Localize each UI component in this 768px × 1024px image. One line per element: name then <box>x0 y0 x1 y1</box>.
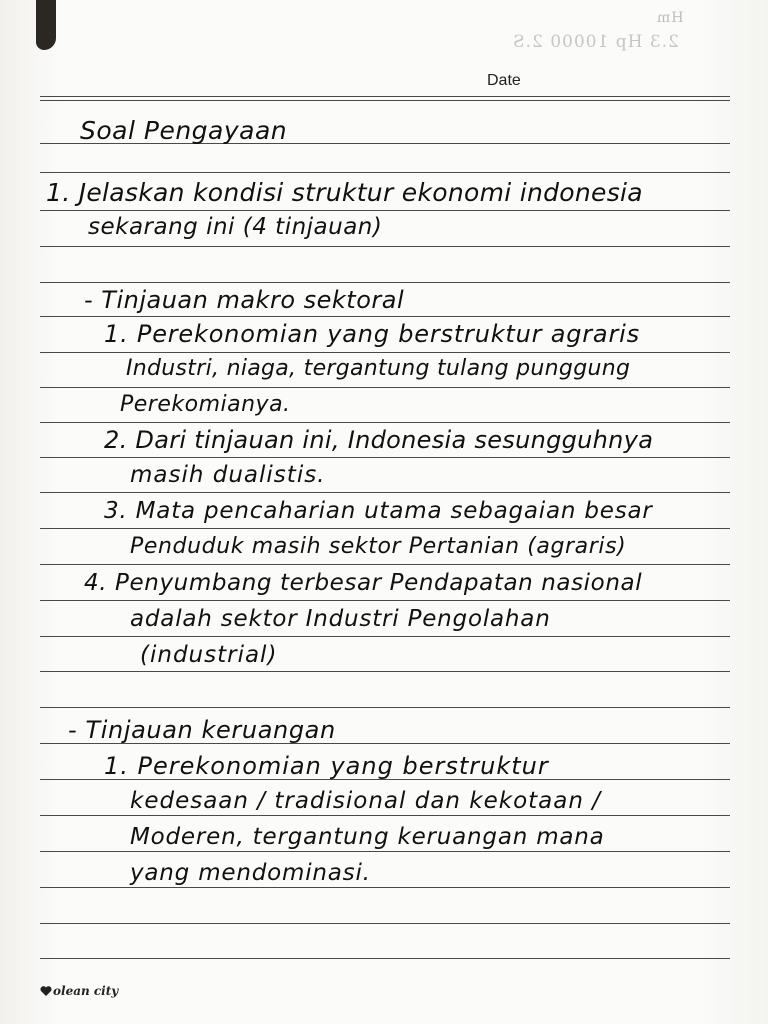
keruangan-item-1-line-1: 1. Perekonomian yang berstruktur <box>104 752 549 780</box>
notebook-brand <box>40 984 118 998</box>
ruled-line <box>40 600 730 601</box>
makro-item-2-line-1: 2. Dari tinjauan ini, Indonesia sesungguhnya <box>104 426 654 454</box>
ruled-line <box>40 352 730 353</box>
section-heading-makro: - Tinjauan makro sektoral <box>84 286 405 314</box>
keruangan-item-1-line-4: yang mendominasi. <box>130 860 371 886</box>
ruled-line <box>40 671 730 672</box>
ruled-line <box>40 851 730 852</box>
ruled-line <box>40 636 730 637</box>
ruled-line <box>40 246 730 247</box>
ruled-line <box>40 815 730 816</box>
makro-item-1-line-1: 1. Perekonomian yang berstruktur agraris <box>104 320 640 348</box>
makro-item-1-line-2: Industri, niaga, tergantung tulang punggung <box>126 356 631 381</box>
corner-note-1: Hm <box>656 10 684 26</box>
brand-text: olean city <box>53 984 119 998</box>
ruled-line <box>40 387 730 388</box>
keruangan-item-1-line-2: kedesaan / tradisional dan kekotaan / <box>130 788 602 814</box>
heart-icon <box>40 985 52 997</box>
page-title: Soal Pengayaan <box>80 116 288 145</box>
corner-note-2: 2.3 Hp 10000 2.S <box>512 32 679 52</box>
makro-item-4-line-1: 4. Penyumbang terbesar Pendapatan nasional <box>84 570 643 596</box>
date-label: Date <box>487 72 521 89</box>
ruled-line <box>40 707 730 708</box>
ruled-line <box>40 528 730 529</box>
makro-item-2-line-2: masih dualistis. <box>130 462 326 488</box>
ruled-line <box>40 210 730 211</box>
ruled-line <box>40 923 730 924</box>
makro-item-3-line-2: Penduduk masih sektor Pertanian (agraris) <box>130 534 627 559</box>
header-rule <box>40 96 730 97</box>
ruled-line <box>40 316 730 317</box>
makro-item-4-line-2: adalah sektor Industri Pengolahan <box>130 606 551 632</box>
ruled-line <box>40 172 730 173</box>
makro-item-1-line-3: Perekomianya. <box>120 392 291 417</box>
question-line-2: sekarang ini (4 tinjauan) <box>88 214 383 240</box>
section-heading-keruangan: - Tinjauan keruangan <box>68 716 336 744</box>
makro-item-3-line-1: 3. Mata pencaharian utama sebagaian besar <box>104 498 653 524</box>
ruled-line <box>40 492 730 493</box>
notebook-binding <box>36 0 56 50</box>
ruled-line <box>40 564 730 565</box>
question-line-1: 1. Jelaskan kondisi struktur ekonomi indonesia <box>46 178 643 207</box>
ruled-line <box>40 457 730 458</box>
ruled-line <box>40 422 730 423</box>
ruled-line <box>40 282 730 283</box>
ruled-line <box>40 887 730 888</box>
ruled-line <box>40 958 730 959</box>
keruangan-item-1-line-3: Moderen, tergantung keruangan mana <box>130 824 605 850</box>
makro-item-4-line-3: (industrial) <box>140 642 278 668</box>
